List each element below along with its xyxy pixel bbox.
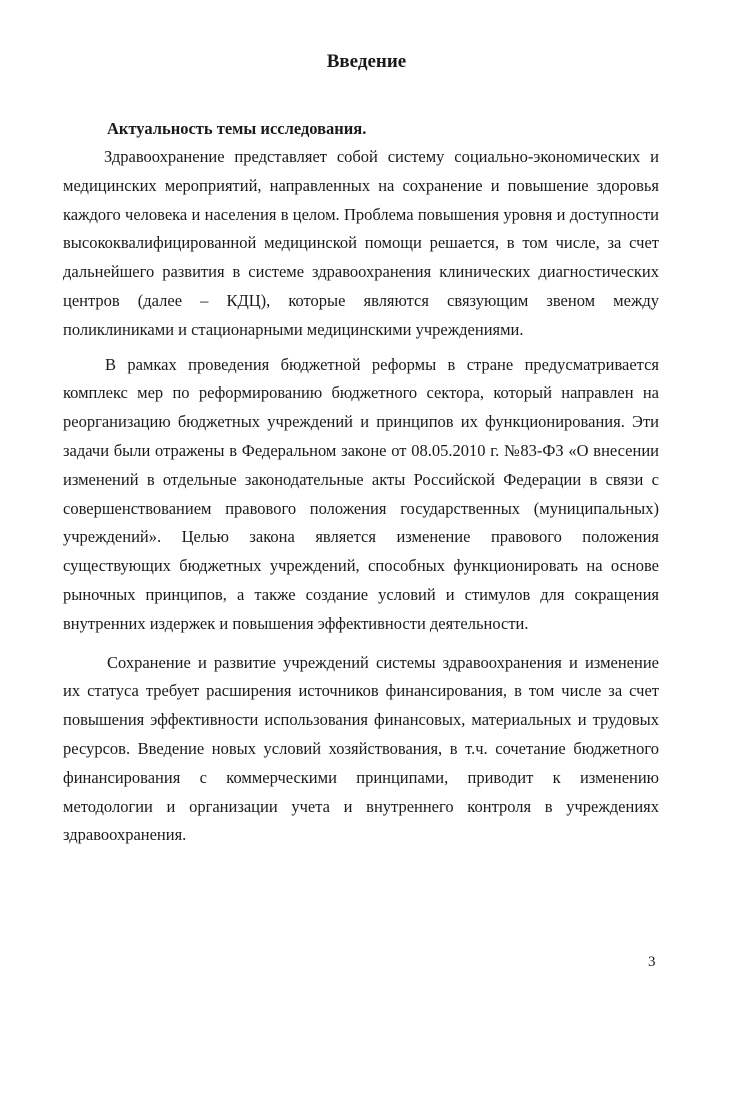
section-heading: Актуальность темы исследования. (107, 119, 367, 138)
page-title: Введение (326, 51, 407, 72)
paragraph-3: Сохранение и развитие учреждений системы здравоохранения и изменение их статуса требует расширения источников финансирования, в том числе за счет повышения эффективности использования финансовых, материальных и трудовых ресурсов. Введение новых условий хозяйствования, в т.ч. сочетание бюджетного финансирования с коммерческими принципами, приводит к изменению методологии и организации учета и внутреннего контроля в учреждениях здравоохранения. (63, 652, 659, 845)
body-text (63, 143, 659, 856)
paragraph-1: Здравоохранение представляет собой систему социально-экономических и медицинских мероприятий, направленных на сохранение и повышение здоровья каждого человека и населения в целом. Проблема повышения уровня и доступности высококвалифицированной медицинской помощи решается, в том числе, за счет дальнейшего развития в системе здравоохранения клинических диагностических центров (далее – КДЦ), которые являются связующим звеном между поликлиниками и стационарными медицинскими учреждениями. (63, 147, 659, 339)
paragraph-2: В рамках проведения бюджетной реформы в стране предусматривается комплекс мер по реформированию бюджетного сектора, который направлен на реорганизацию бюджетных учреждений и принципов их функционирования. Эти задачи были отражены в Федеральном законе от 08.05.2010 г. №83-ФЗ «О внесении изменений в отдельные законодательные акты Российской Федерации в связи с совершенствованием правового положения государственных (муниципальных) учреждений». Целью закона является изменение правового положения существующих бюджетных учреждений, способных функционировать на основе рыночных принципов, а также создание условий и стимулов для сокращения внутренних издержек и повышения эффективности деятельности. (63, 354, 659, 633)
page-number: 3 (648, 954, 656, 970)
